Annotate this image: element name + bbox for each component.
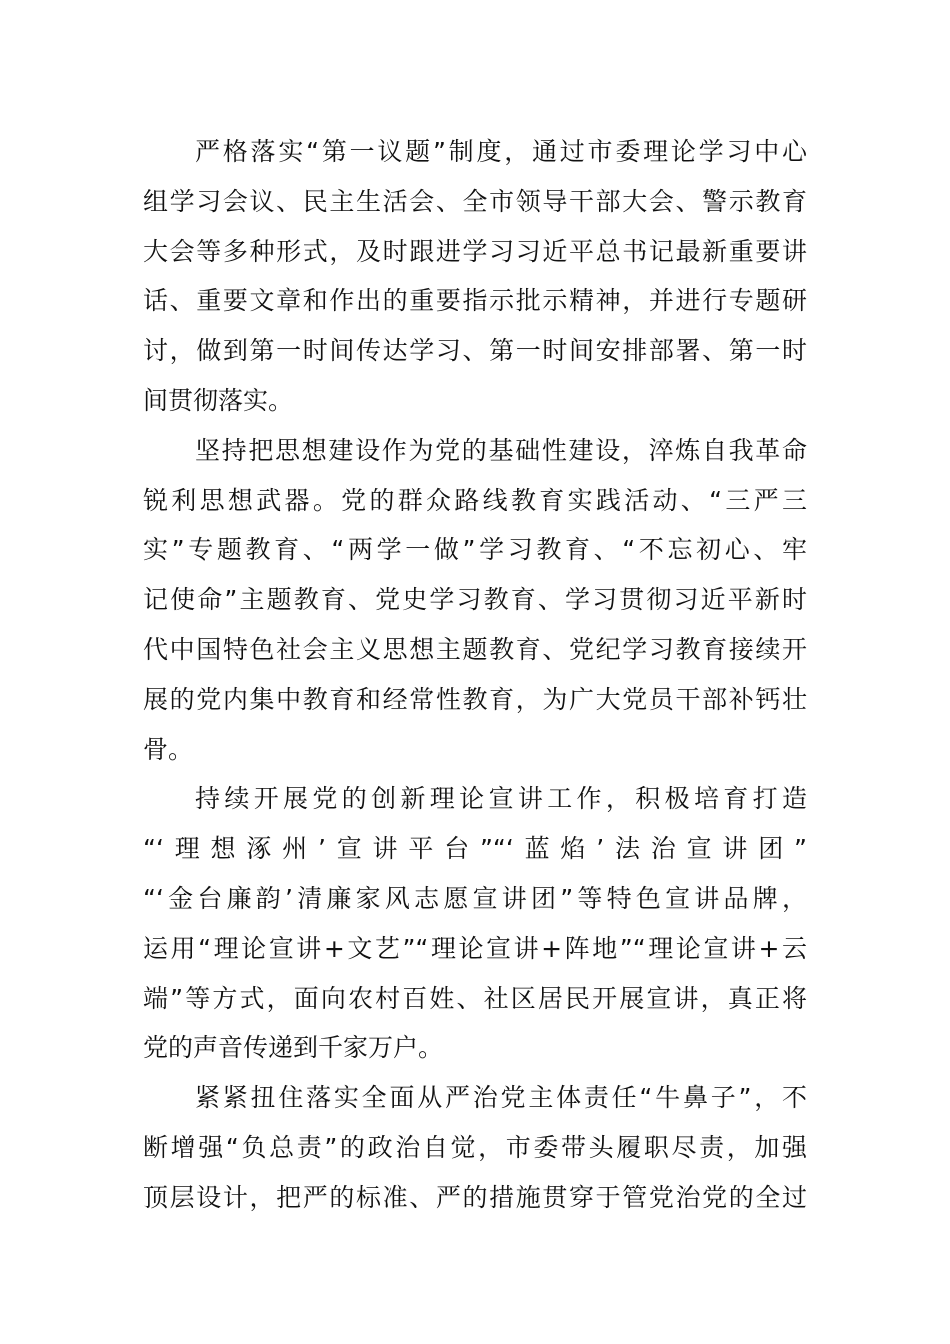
text-line: 间贯彻落实。: [143, 385, 294, 415]
text-line: 紧紧扭住落实全面从严治党主体责任“牛鼻子”，不: [195, 1083, 807, 1113]
text-line: 骨。: [143, 734, 194, 764]
text-line: 锐利思想武器。党的群众路线教育实践活动、“三严三: [143, 485, 807, 515]
paragraph-ideological-building: [143, 426, 807, 775]
text-line: 展的党内集中教育和经常性教育，为广大党员干部补钙壮: [143, 684, 807, 714]
text-line: 记使命”主题教育、党史学习教育、学习贯彻习近平新时: [143, 585, 807, 615]
text-line: “‘金台廉韵’清廉家风志愿宣讲团”等特色宣讲品牌，: [143, 883, 807, 913]
text-line: 党的声音传递到千家万户。: [143, 1033, 444, 1063]
text-line: 端”等方式，面向农村百姓、社区居民开展宣讲，真正将: [143, 983, 807, 1013]
text-line: 讨，做到第一时间传达学习、第一时间安排部署、第一时: [143, 336, 807, 366]
text-line: 代中国特色社会主义思想主题教育、党纪学习教育接续开: [143, 634, 807, 664]
text-line: 顶层设计，把严的标准、严的措施贯穿于管党治党的全过: [143, 1182, 807, 1212]
text-line: 组学习会议、民主生活会、全市领导干部大会、警示教育: [143, 186, 807, 216]
paragraph-party-governance: [143, 1073, 807, 1222]
text-line: 话、重要文章和作出的重要指示批示精神，并进行专题研: [143, 286, 807, 316]
text-line: 坚持把思想建设作为党的基础性建设，淬炼自我革命: [195, 435, 807, 465]
paragraph-first-agenda: [143, 127, 807, 426]
paragraph-theory-lectures: [143, 774, 807, 1073]
text-line: 实”专题教育、“两学一做”学习教育、“不忘初心、牢: [143, 535, 807, 565]
text-line: 运用“理论宣讲+文艺”“理论宣讲+阵地”“理论宣讲+云: [143, 933, 807, 963]
text-line: 大会等多种形式，及时跟进学习习近平总书记最新重要讲: [143, 236, 807, 266]
text-line: 持续开展党的创新理论宣讲工作，积极培育打造: [195, 784, 807, 814]
document-body: [143, 127, 807, 1223]
text-line: 严格落实“第一议题”制度，通过市委理论学习中心: [195, 137, 807, 166]
text-line: 断增强“负总责”的政治自觉，市委带头履职尽责，加强: [143, 1132, 807, 1162]
text-line: “‘理想涿州’宣讲平台”“‘蓝焰’法治宣讲团”: [143, 834, 807, 864]
